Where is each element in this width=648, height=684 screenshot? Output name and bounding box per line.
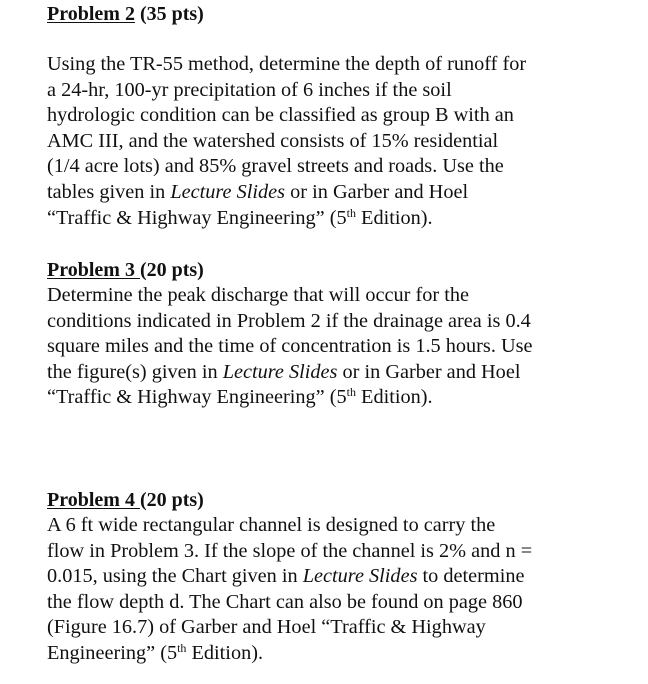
problem-2-points: (35 pts): [134, 3, 204, 25]
problem-4-points: (20 pts): [139, 489, 204, 511]
problem-2-line: a 24-hr, 100-yr precipitation of 6 inches if the soil: [47, 78, 452, 101]
text-run: 0.015, using the Chart given in: [47, 565, 303, 588]
problem-3-line: [47, 360, 627, 386]
text-run: Engineering” (5: [47, 641, 178, 664]
problem-4-line: [47, 564, 627, 590]
problem-4-title: Problem 4: [47, 489, 140, 511]
text-run: the figure(s) given in: [47, 360, 223, 383]
problem-4-text: [47, 513, 627, 667]
text-run: Edition).: [355, 386, 433, 409]
superscript: th: [177, 640, 187, 655]
problem-4-line: the flow depth d. The Chart can also be found on page 860: [47, 590, 523, 613]
problem-3-heading: [47, 257, 627, 283]
text-run: or in Garber and Hoel: [285, 180, 469, 203]
problem-2-line: [47, 206, 627, 232]
problem-2-heading: [47, 1, 627, 27]
problem-2-line: AMC III, and the watershed consists of 15% residential: [47, 129, 499, 152]
problem-2-title: Problem 2: [47, 3, 135, 25]
problem-4: [47, 487, 627, 667]
superscript: th: [346, 205, 356, 220]
problem-3-line: conditions indicated in Problem 2 if the drainage area is 0.4: [47, 309, 531, 332]
problem-3-text: [47, 283, 627, 411]
text-run: “Traffic & Highway Engineering” (5: [47, 386, 347, 409]
problem-3-line: square miles and the time of concentration is 1.5 hours. Use: [47, 335, 533, 358]
problem-2: [47, 1, 627, 231]
problem-2-line: [47, 180, 627, 206]
problem-3-points: (20 pts): [139, 259, 204, 281]
problem-4-line: flow in Problem 3. If the slope of the channel is 2% and n =: [47, 539, 533, 562]
text-run: “Traffic & Highway Engineering” (5: [47, 206, 347, 229]
lecture-slides-ref: Lecture Slides: [170, 180, 286, 203]
problem-2-line: (1/4 acre lots) and 85% gravel streets and roads. Use the: [47, 155, 504, 178]
lecture-slides-ref: Lecture Slides: [222, 360, 338, 383]
problem-2-line: hydrologic condition can be classified as group B with an: [47, 104, 514, 127]
problem-4-line: [47, 641, 627, 667]
lecture-slides-ref: Lecture Slides: [302, 565, 418, 588]
text-run: tables given in: [47, 180, 171, 203]
problem-2-text: [47, 52, 627, 231]
problem-4-heading: [47, 487, 627, 513]
superscript: th: [346, 385, 356, 400]
problem-3: [47, 257, 627, 411]
text-run: or in Garber and Hoel: [337, 360, 521, 383]
problem-3-line: Determine the peak discharge that will occur for the: [47, 284, 469, 306]
problem-4-line: (Figure 16.7) of Garber and Hoel “Traffic & Highway: [47, 616, 486, 639]
problem-2-line: Using the TR-55 method, determine the depth of runoff for: [47, 53, 527, 75]
text-run: to determine: [417, 565, 525, 588]
text-run: Edition).: [186, 641, 264, 664]
problem-4-line: A 6 ft wide rectangular channel is designed to carry the: [47, 514, 496, 536]
text-run: Edition).: [355, 206, 433, 229]
problem-3-title: Problem 3: [47, 259, 140, 281]
problem-3-line: [47, 385, 627, 411]
